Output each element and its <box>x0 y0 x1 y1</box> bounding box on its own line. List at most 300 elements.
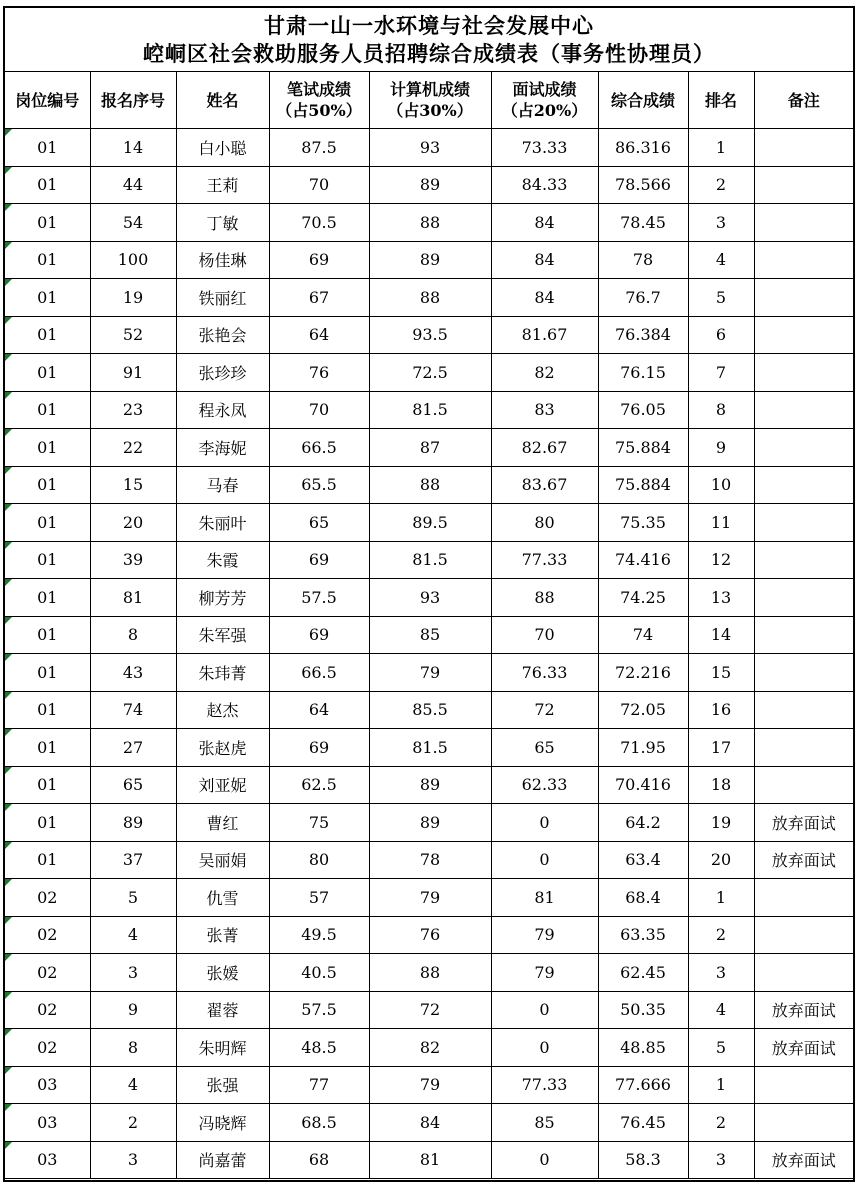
cell-computer-score: 72 <box>369 991 491 1029</box>
cell-rank: 3 <box>688 954 754 992</box>
cell-remark <box>754 1104 853 1142</box>
cell-written-score: 69 <box>269 729 369 767</box>
table-body <box>5 129 853 1179</box>
cell-remark: 放弃面试 <box>754 1029 853 1067</box>
cell-written-score: 68 <box>269 1141 369 1179</box>
cell-computer-score: 81 <box>369 1141 491 1179</box>
cell-computer-score: 88 <box>369 466 491 504</box>
cell-interview-score: 0 <box>491 1141 598 1179</box>
cell-post-id: 03 <box>5 1104 90 1142</box>
cell-remark <box>754 429 853 467</box>
cell-rank: 4 <box>688 241 754 279</box>
cell-reg-no: 4 <box>90 916 176 954</box>
cell-name: 张珍珍 <box>176 354 269 392</box>
cell-total-score: 62.45 <box>598 954 688 992</box>
cell-computer-score: 87 <box>369 429 491 467</box>
cell-post-id: 01 <box>5 841 90 879</box>
cell-computer-score: 72.5 <box>369 354 491 392</box>
cell-total-score: 72.216 <box>598 654 688 692</box>
cell-written-score: 69 <box>269 241 369 279</box>
cell-reg-no: 37 <box>90 841 176 879</box>
cell-reg-no: 8 <box>90 616 176 654</box>
cell-computer-score: 93.5 <box>369 316 491 354</box>
cell-post-id: 01 <box>5 804 90 842</box>
cell-total-score: 58.3 <box>598 1141 688 1179</box>
cell-name: 柳芳芳 <box>176 579 269 617</box>
table-row <box>5 804 853 842</box>
cell-reg-no: 4 <box>90 1066 176 1104</box>
cell-total-score: 74 <box>598 616 688 654</box>
cell-post-id: 01 <box>5 354 90 392</box>
header-rank <box>688 72 754 129</box>
cell-rank: 4 <box>688 991 754 1029</box>
cell-total-score: 63.4 <box>598 841 688 879</box>
cell-rank: 13 <box>688 579 754 617</box>
table-row <box>5 429 853 467</box>
table-row <box>5 504 853 542</box>
cell-written-score: 70 <box>269 391 369 429</box>
cell-reg-no: 81 <box>90 579 176 617</box>
header-row <box>5 72 853 129</box>
cell-name: 曹红 <box>176 804 269 842</box>
header-post-id-label: 岗位编号 <box>15 90 80 110</box>
cell-name: 白小聪 <box>176 129 269 167</box>
header-total-score-label: 综合成绩 <box>610 90 675 110</box>
cell-written-score: 69 <box>269 616 369 654</box>
cell-remark <box>754 466 853 504</box>
cell-total-score: 76.384 <box>598 316 688 354</box>
cell-name: 仇雪 <box>176 879 269 917</box>
cell-interview-score: 62.33 <box>491 766 598 804</box>
cell-computer-score: 89 <box>369 804 491 842</box>
cell-name: 张媛 <box>176 954 269 992</box>
cell-name: 程永凤 <box>176 391 269 429</box>
cell-reg-no: 8 <box>90 1029 176 1067</box>
cell-reg-no: 52 <box>90 316 176 354</box>
header-remark <box>754 72 853 129</box>
cell-post-id: 01 <box>5 504 90 542</box>
cell-rank: 3 <box>688 204 754 242</box>
cell-reg-no: 22 <box>90 429 176 467</box>
cell-written-score: 57.5 <box>269 991 369 1029</box>
cell-total-score: 77.666 <box>598 1066 688 1104</box>
cell-remark <box>754 879 853 917</box>
cell-name: 铁丽红 <box>176 279 269 317</box>
header-computer-score <box>369 72 491 129</box>
cell-post-id: 01 <box>5 541 90 579</box>
cell-name: 朱军强 <box>176 616 269 654</box>
table-row <box>5 204 853 242</box>
cell-computer-score: 79 <box>369 654 491 692</box>
cell-interview-score: 85 <box>491 1104 598 1142</box>
cell-post-id: 01 <box>5 579 90 617</box>
cell-computer-score: 76 <box>369 916 491 954</box>
header-total-score <box>598 72 688 129</box>
cell-total-score: 76.05 <box>598 391 688 429</box>
cell-remark <box>754 504 853 542</box>
cell-written-score: 48.5 <box>269 1029 369 1067</box>
cell-total-score: 50.35 <box>598 991 688 1029</box>
cell-total-score: 76.7 <box>598 279 688 317</box>
cell-interview-score: 77.33 <box>491 1066 598 1104</box>
header-remark-label: 备注 <box>787 90 820 110</box>
cell-written-score: 70.5 <box>269 204 369 242</box>
cell-interview-score: 84.33 <box>491 166 598 204</box>
cell-remark <box>754 916 853 954</box>
cell-written-score: 57.5 <box>269 579 369 617</box>
cell-rank: 6 <box>688 316 754 354</box>
cell-interview-score: 81 <box>491 879 598 917</box>
cell-total-score: 71.95 <box>598 729 688 767</box>
cell-remark: 放弃面试 <box>754 804 853 842</box>
cell-rank: 12 <box>688 541 754 579</box>
cell-interview-score: 72 <box>491 691 598 729</box>
table-row <box>5 391 853 429</box>
cell-computer-score: 89.5 <box>369 504 491 542</box>
cell-reg-no: 39 <box>90 541 176 579</box>
cell-reg-no: 91 <box>90 354 176 392</box>
table-row <box>5 1104 853 1142</box>
cell-post-id: 01 <box>5 391 90 429</box>
cell-total-score: 75.35 <box>598 504 688 542</box>
cell-remark <box>754 391 853 429</box>
table-row <box>5 841 853 879</box>
cell-computer-score: 81.5 <box>369 391 491 429</box>
cell-rank: 5 <box>688 1029 754 1067</box>
cell-rank: 3 <box>688 1141 754 1179</box>
cell-post-id: 01 <box>5 729 90 767</box>
cell-rank: 5 <box>688 279 754 317</box>
cell-remark <box>754 129 853 167</box>
cell-remark <box>754 241 853 279</box>
cell-computer-score: 89 <box>369 241 491 279</box>
cell-rank: 1 <box>688 879 754 917</box>
cell-post-id: 01 <box>5 766 90 804</box>
header-reg-no <box>90 72 176 129</box>
table-row <box>5 541 853 579</box>
cell-computer-score: 88 <box>369 954 491 992</box>
cell-rank: 16 <box>688 691 754 729</box>
cell-post-id: 01 <box>5 616 90 654</box>
cell-written-score: 49.5 <box>269 916 369 954</box>
cell-written-score: 64 <box>269 316 369 354</box>
cell-total-score: 78.45 <box>598 204 688 242</box>
cell-interview-score: 81.67 <box>491 316 598 354</box>
cell-rank: 17 <box>688 729 754 767</box>
table-row <box>5 1029 853 1067</box>
cell-reg-no: 14 <box>90 129 176 167</box>
cell-name: 朱霞 <box>176 541 269 579</box>
cell-post-id: 03 <box>5 1141 90 1179</box>
cell-name: 冯晓辉 <box>176 1104 269 1142</box>
cell-post-id: 01 <box>5 166 90 204</box>
title-line-1: 甘肃一山一水环境与社会发展中心 <box>264 12 594 38</box>
cell-post-id: 01 <box>5 241 90 279</box>
header-computer-score-label: 计算机成绩 <box>389 80 470 99</box>
cell-interview-score: 82.67 <box>491 429 598 467</box>
cell-written-score: 75 <box>269 804 369 842</box>
header-name-label: 姓名 <box>206 90 239 110</box>
cell-written-score: 77 <box>269 1066 369 1104</box>
cell-rank: 14 <box>688 616 754 654</box>
cell-interview-score: 0 <box>491 991 598 1029</box>
table-row <box>5 654 853 692</box>
cell-computer-score: 85.5 <box>369 691 491 729</box>
table-row <box>5 129 853 167</box>
cell-remark <box>754 541 853 579</box>
cell-remark <box>754 729 853 767</box>
cell-interview-score: 77.33 <box>491 541 598 579</box>
cell-written-score: 69 <box>269 541 369 579</box>
cell-total-score: 74.25 <box>598 579 688 617</box>
cell-remark <box>754 691 853 729</box>
header-written-score-label: 笔试成绩 <box>286 80 351 99</box>
title-line-2: 崆峒区社会救助服务人员招聘综合成绩表（事务性协理员） <box>143 40 715 66</box>
cell-total-score: 74.416 <box>598 541 688 579</box>
cell-total-score: 75.884 <box>598 429 688 467</box>
cell-remark: 放弃面试 <box>754 1141 853 1179</box>
table-row <box>5 879 853 917</box>
cell-post-id: 01 <box>5 129 90 167</box>
cell-interview-score: 84 <box>491 279 598 317</box>
cell-written-score: 80 <box>269 841 369 879</box>
cell-name: 丁敏 <box>176 204 269 242</box>
cell-computer-score: 81.5 <box>369 729 491 767</box>
cell-remark <box>754 954 853 992</box>
cell-interview-score: 80 <box>491 504 598 542</box>
cell-computer-score: 82 <box>369 1029 491 1067</box>
cell-rank: 9 <box>688 429 754 467</box>
cell-computer-score: 88 <box>369 204 491 242</box>
table-row <box>5 916 853 954</box>
cell-remark <box>754 766 853 804</box>
cell-reg-no: 19 <box>90 279 176 317</box>
cell-written-score: 87.5 <box>269 129 369 167</box>
cell-remark <box>754 616 853 654</box>
cell-interview-score: 0 <box>491 1029 598 1067</box>
cell-remark <box>754 316 853 354</box>
table-row <box>5 991 853 1029</box>
cell-remark <box>754 279 853 317</box>
table-row <box>5 616 853 654</box>
cell-post-id: 02 <box>5 879 90 917</box>
table-row <box>5 279 853 317</box>
cell-name: 刘亚妮 <box>176 766 269 804</box>
cell-rank: 1 <box>688 1066 754 1104</box>
cell-post-id: 01 <box>5 204 90 242</box>
header-rank-label: 排名 <box>704 90 737 110</box>
cell-written-score: 64 <box>269 691 369 729</box>
cell-reg-no: 15 <box>90 466 176 504</box>
cell-remark <box>754 654 853 692</box>
cell-interview-score: 83 <box>491 391 598 429</box>
table-row <box>5 691 853 729</box>
cell-reg-no: 9 <box>90 991 176 1029</box>
cell-post-id: 02 <box>5 954 90 992</box>
cell-name: 吴丽娟 <box>176 841 269 879</box>
cell-written-score: 68.5 <box>269 1104 369 1142</box>
cell-total-score: 70.416 <box>598 766 688 804</box>
cell-post-id: 03 <box>5 1066 90 1104</box>
cell-reg-no: 2 <box>90 1104 176 1142</box>
table-row <box>5 354 853 392</box>
table-row <box>5 1066 853 1104</box>
cell-post-id: 02 <box>5 1029 90 1067</box>
cell-reg-no: 89 <box>90 804 176 842</box>
cell-reg-no: 27 <box>90 729 176 767</box>
cell-interview-score: 88 <box>491 579 598 617</box>
header-post-id <box>5 72 90 129</box>
table-row <box>5 316 853 354</box>
cell-reg-no: 65 <box>90 766 176 804</box>
cell-name: 朱玮菁 <box>176 654 269 692</box>
cell-name: 张菁 <box>176 916 269 954</box>
cell-rank: 1 <box>688 129 754 167</box>
cell-computer-score: 84 <box>369 1104 491 1142</box>
cell-reg-no: 3 <box>90 1141 176 1179</box>
cell-reg-no: 3 <box>90 954 176 992</box>
cell-computer-score: 88 <box>369 279 491 317</box>
table-row <box>5 166 853 204</box>
header-interview-score-label: 面试成绩 <box>512 80 577 99</box>
header-written-score-weight: （占50%） <box>276 101 362 120</box>
cell-written-score: 62.5 <box>269 766 369 804</box>
cell-written-score: 66.5 <box>269 429 369 467</box>
cell-post-id: 01 <box>5 691 90 729</box>
cell-rank: 20 <box>688 841 754 879</box>
score-table <box>5 72 853 1179</box>
cell-total-score: 78.566 <box>598 166 688 204</box>
cell-rank: 10 <box>688 466 754 504</box>
cell-interview-score: 70 <box>491 616 598 654</box>
cell-total-score: 68.4 <box>598 879 688 917</box>
cell-post-id: 01 <box>5 466 90 504</box>
cell-interview-score: 0 <box>491 841 598 879</box>
cell-rank: 7 <box>688 354 754 392</box>
cell-computer-score: 93 <box>369 129 491 167</box>
table-row <box>5 466 853 504</box>
header-computer-score-weight: （占30%） <box>387 101 473 120</box>
cell-name: 张强 <box>176 1066 269 1104</box>
table-row <box>5 954 853 992</box>
cell-written-score: 57 <box>269 879 369 917</box>
cell-post-id: 01 <box>5 429 90 467</box>
cell-interview-score: 65 <box>491 729 598 767</box>
cell-reg-no: 23 <box>90 391 176 429</box>
table-row <box>5 579 853 617</box>
cell-remark <box>754 1066 853 1104</box>
cell-reg-no: 54 <box>90 204 176 242</box>
cell-written-score: 65.5 <box>269 466 369 504</box>
header-interview-score <box>491 72 598 129</box>
cell-computer-score: 81.5 <box>369 541 491 579</box>
cell-name: 张赵虎 <box>176 729 269 767</box>
cell-remark: 放弃面试 <box>754 991 853 1029</box>
cell-rank: 8 <box>688 391 754 429</box>
cell-reg-no: 100 <box>90 241 176 279</box>
cell-computer-score: 79 <box>369 879 491 917</box>
cell-total-score: 63.35 <box>598 916 688 954</box>
score-sheet <box>3 6 855 1182</box>
cell-rank: 18 <box>688 766 754 804</box>
cell-total-score: 75.884 <box>598 466 688 504</box>
cell-name: 张艳会 <box>176 316 269 354</box>
cell-interview-score: 79 <box>491 954 598 992</box>
cell-interview-score: 79 <box>491 916 598 954</box>
cell-name: 李海妮 <box>176 429 269 467</box>
cell-reg-no: 44 <box>90 166 176 204</box>
cell-interview-score: 0 <box>491 804 598 842</box>
cell-total-score: 76.45 <box>598 1104 688 1142</box>
table-row <box>5 241 853 279</box>
cell-remark <box>754 354 853 392</box>
header-reg-no-label: 报名序号 <box>100 90 165 110</box>
cell-reg-no: 43 <box>90 654 176 692</box>
cell-rank: 11 <box>688 504 754 542</box>
cell-interview-score: 73.33 <box>491 129 598 167</box>
cell-total-score: 48.85 <box>598 1029 688 1067</box>
cell-name: 马春 <box>176 466 269 504</box>
cell-name: 尚嘉蕾 <box>176 1141 269 1179</box>
cell-rank: 19 <box>688 804 754 842</box>
cell-remark <box>754 204 853 242</box>
cell-interview-score: 84 <box>491 241 598 279</box>
cell-computer-score: 89 <box>369 766 491 804</box>
cell-written-score: 67 <box>269 279 369 317</box>
header-name <box>176 72 269 129</box>
cell-name: 朱明辉 <box>176 1029 269 1067</box>
cell-rank: 15 <box>688 654 754 692</box>
cell-post-id: 01 <box>5 316 90 354</box>
cell-interview-score: 76.33 <box>491 654 598 692</box>
cell-total-score: 78 <box>598 241 688 279</box>
table-row <box>5 729 853 767</box>
cell-name: 赵杰 <box>176 691 269 729</box>
cell-post-id: 02 <box>5 991 90 1029</box>
cell-written-score: 66.5 <box>269 654 369 692</box>
cell-name: 朱丽叶 <box>176 504 269 542</box>
cell-total-score: 76.15 <box>598 354 688 392</box>
table-row <box>5 766 853 804</box>
cell-interview-score: 83.67 <box>491 466 598 504</box>
cell-written-score: 70 <box>269 166 369 204</box>
cell-remark <box>754 166 853 204</box>
cell-reg-no: 20 <box>90 504 176 542</box>
table-row <box>5 1141 853 1179</box>
cell-written-score: 40.5 <box>269 954 369 992</box>
cell-remark <box>754 579 853 617</box>
cell-computer-score: 79 <box>369 1066 491 1104</box>
cell-rank: 2 <box>688 1104 754 1142</box>
cell-written-score: 76 <box>269 354 369 392</box>
cell-post-id: 01 <box>5 279 90 317</box>
cell-rank: 2 <box>688 916 754 954</box>
sheet-title <box>5 8 853 72</box>
cell-reg-no: 5 <box>90 879 176 917</box>
cell-post-id: 01 <box>5 654 90 692</box>
header-interview-score-weight: （占20%） <box>501 101 588 120</box>
cell-name: 翟蓉 <box>176 991 269 1029</box>
cell-post-id: 02 <box>5 916 90 954</box>
cell-remark: 放弃面试 <box>754 841 853 879</box>
cell-name: 杨佳琳 <box>176 241 269 279</box>
header-written-score <box>269 72 369 129</box>
cell-rank: 2 <box>688 166 754 204</box>
cell-total-score: 64.2 <box>598 804 688 842</box>
cell-computer-score: 93 <box>369 579 491 617</box>
cell-interview-score: 84 <box>491 204 598 242</box>
cell-total-score: 72.05 <box>598 691 688 729</box>
